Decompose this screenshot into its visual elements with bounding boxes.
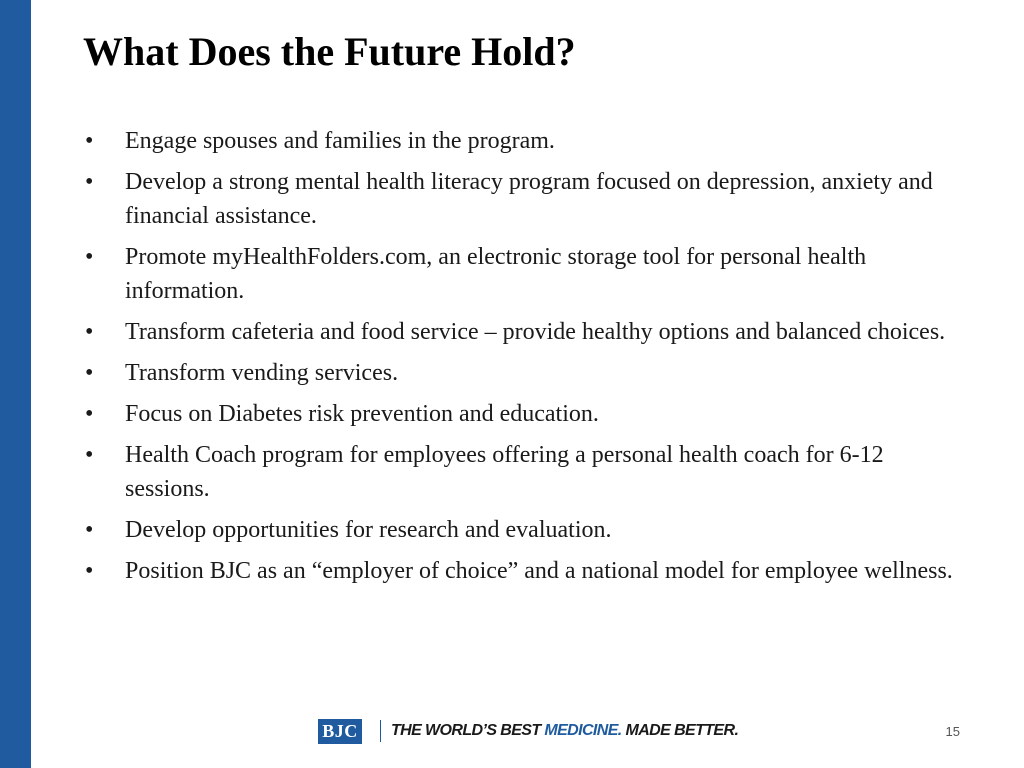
bjc-logo: BJC	[318, 719, 362, 744]
bullet-text: Position BJC as an “employer of choice” and a national model for employee wellness.	[125, 558, 953, 584]
bullet-text: Promote myHealthFolders.com, an electronic storage tool for personal health information.	[125, 244, 867, 304]
bullet-text: Health Coach program for employees offering a personal health coach for 6-12 sessions.	[125, 442, 884, 502]
bullet-marker: •	[85, 558, 94, 584]
bullet-item	[85, 397, 965, 431]
bullet-item	[85, 438, 965, 506]
bullet-marker: •	[85, 244, 94, 270]
bullet-text: Transform cafeteria and food service – provide healthy options and balanced choices.	[125, 319, 946, 345]
bullet-item	[85, 356, 965, 390]
tagline-part: MADE	[625, 722, 675, 739]
bullet-marker: •	[85, 442, 94, 468]
bullet-text: Engage spouses and families in the program.	[125, 128, 555, 154]
slide-title: What Does the Future Hold?	[83, 29, 576, 74]
bullet-item	[85, 513, 965, 547]
footer-tagline	[391, 722, 738, 740]
bullet-text: Focus on Diabetes risk prevention and education.	[125, 401, 599, 427]
tagline-part: BEST	[500, 722, 545, 739]
bullet-marker: •	[85, 517, 94, 543]
bullet-text: Transform vending services.	[125, 360, 399, 386]
bullet-marker: •	[85, 169, 94, 195]
footer-divider	[380, 720, 381, 742]
bullet-item	[85, 165, 965, 233]
footer-branding	[318, 718, 738, 744]
bullet-item	[85, 240, 965, 308]
left-accent-bar	[0, 0, 31, 768]
bullet-marker: •	[85, 401, 94, 427]
bullet-marker: •	[85, 319, 94, 345]
bullet-marker: •	[85, 128, 94, 154]
tagline-part: THE WORLD’S	[391, 722, 501, 739]
bullet-text: Develop opportunities for research and evaluation.	[125, 517, 612, 543]
bullet-text: Develop a strong mental health literacy program focused on depression, anxiety and financial assistance.	[125, 169, 933, 229]
tagline-part: MEDICINE.	[544, 722, 626, 739]
bullet-list	[85, 124, 965, 595]
bullet-item	[85, 315, 965, 349]
bullet-marker: •	[85, 360, 94, 386]
bullet-item	[85, 554, 965, 588]
tagline-part: BETTER.	[674, 722, 739, 739]
bullet-item	[85, 124, 965, 158]
page-number: 15	[945, 724, 960, 739]
